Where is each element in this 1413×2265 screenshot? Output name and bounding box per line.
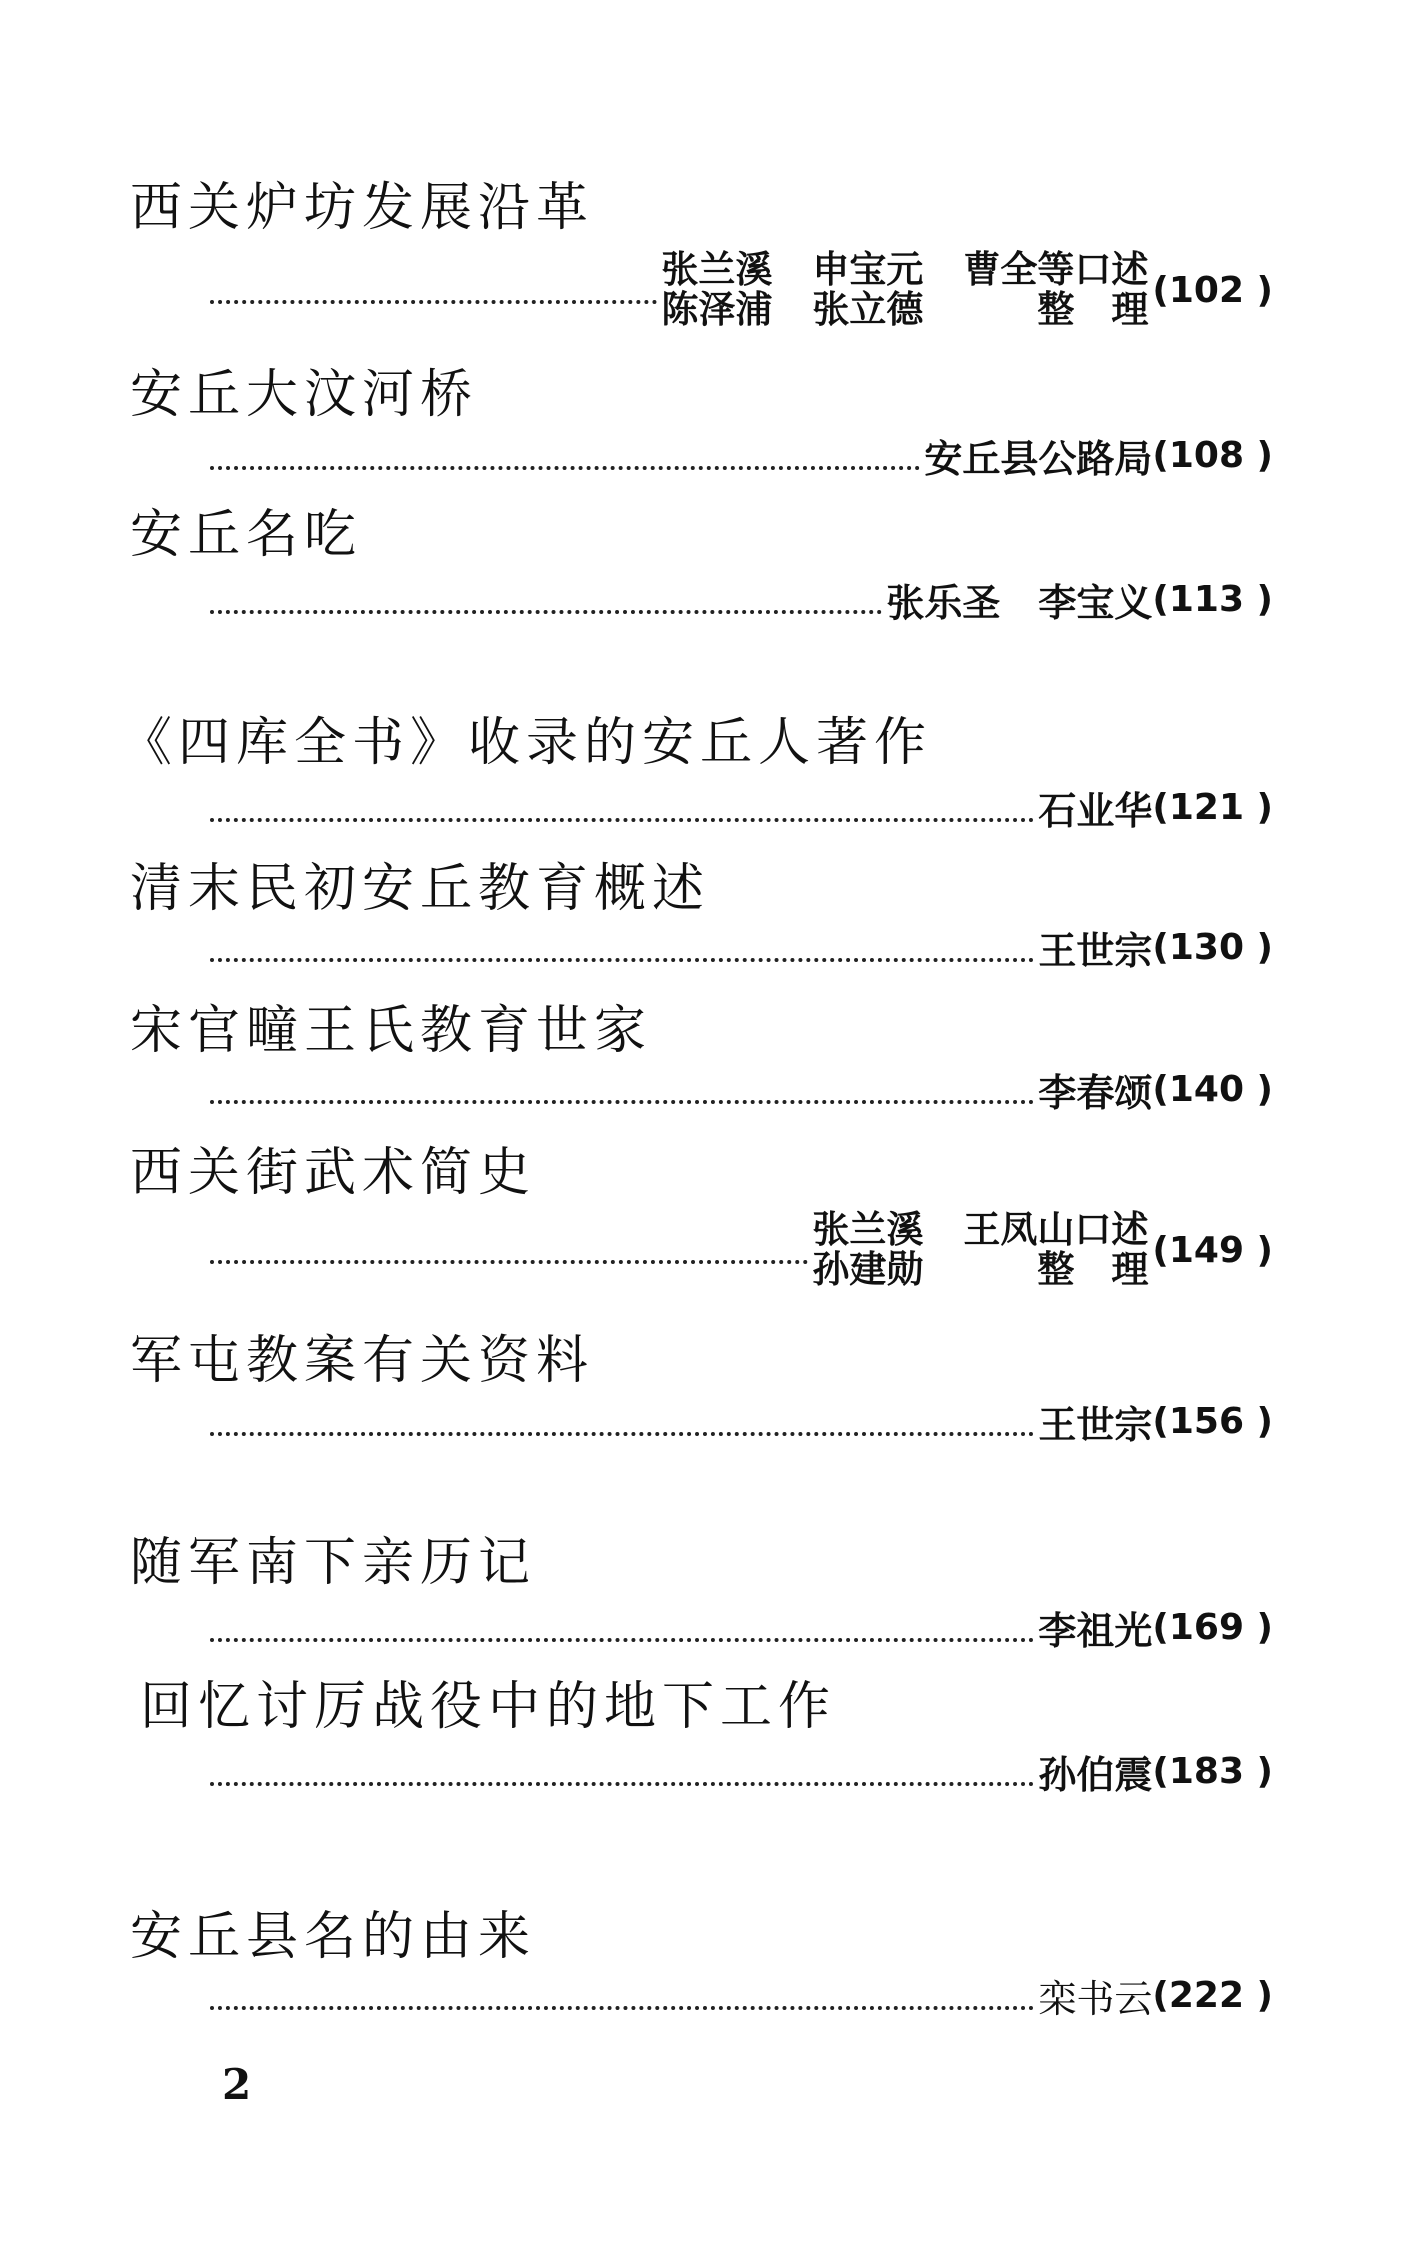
entry-page: (149 ): [1152, 1229, 1273, 1271]
dot-leader: [210, 958, 1034, 962]
author-name: 曹全等口述: [963, 248, 1149, 291]
author-name: 孙建勋: [812, 1248, 924, 1291]
dot-leader: [210, 1260, 808, 1264]
dot-leader: [210, 610, 882, 614]
entry-title: 回忆讨厉战役中的地下工作: [140, 1677, 837, 1737]
dot-leader: [210, 1100, 1034, 1104]
entry-title: 安丘县名的由来: [130, 1907, 537, 1967]
author-name: 张兰溪: [812, 1208, 924, 1251]
entry-author: 王世宗: [1038, 1403, 1153, 1447]
dot-leader: [210, 1432, 1034, 1436]
entry-leader-line: [210, 1394, 1273, 1449]
dot-leader: [210, 1782, 1034, 1786]
dot-leader: [210, 466, 920, 470]
entry-title: 《四库全书》收录的安丘人著作: [120, 713, 933, 773]
entry-page: (156 ): [1152, 1401, 1273, 1442]
author-name: 申宝元: [812, 248, 924, 291]
entry-title: 清末民初安丘教育概述: [130, 859, 711, 919]
entry-page: (222 ): [1152, 1975, 1273, 2016]
dot-leader: [210, 300, 657, 304]
entry-title: 军屯教案有关资料: [130, 1331, 595, 1391]
entry-leader-line: [210, 920, 1273, 975]
author-name: 张立德: [812, 288, 924, 331]
entry-leader-line: [210, 1210, 1273, 1290]
entry-page: (121 ): [1152, 787, 1273, 828]
entry-leader-line: [210, 572, 1273, 627]
entry-leader-line: [210, 1600, 1273, 1655]
entry-leader-line: [210, 1968, 1273, 2023]
entry-author: 张乐圣 李宝义: [886, 581, 1153, 625]
entry-authors: [812, 1210, 1148, 1290]
author-name: 陈泽浦: [661, 288, 773, 331]
entry-author: 李春颂: [1038, 1071, 1153, 1115]
entry-title: 安丘名吃: [130, 505, 363, 565]
entry-leader-line: [210, 1744, 1273, 1799]
entry-title: 宋官疃王氏教育世家: [130, 1001, 653, 1061]
page-number: 2: [222, 2060, 252, 2109]
entry-page: (113 ): [1152, 579, 1273, 620]
entry-leader-line: [210, 780, 1273, 835]
entry-title: 随军南下亲历记: [130, 1533, 537, 1593]
entry-leader-line: [210, 250, 1273, 330]
author-name: 王凤山口述: [963, 1208, 1149, 1251]
author-role: 整 理: [1037, 288, 1149, 331]
entry-page: (102 ): [1152, 269, 1273, 311]
entry-author: 栾书云: [1038, 1977, 1153, 2021]
entry-leader-line: [210, 428, 1273, 483]
entry-page: (130 ): [1152, 927, 1273, 968]
entry-title: 西关炉坊发展沿革: [130, 178, 595, 238]
entry-page: (183 ): [1152, 1751, 1273, 1792]
entry-author: 李祖光: [1038, 1609, 1153, 1653]
entry-page: (108 ): [1152, 435, 1273, 476]
entry-title: 安丘大汶河桥: [130, 365, 479, 425]
dot-leader: [210, 2006, 1034, 2010]
entry-author: 石业华: [1038, 789, 1153, 833]
author-name: 张兰溪: [661, 248, 773, 291]
entry-title: 西关街武术简史: [130, 1143, 537, 1203]
dot-leader: [210, 1638, 1034, 1642]
entry-page: (140 ): [1152, 1069, 1273, 1110]
dot-leader: [210, 818, 1034, 822]
entry-authors: [661, 250, 1148, 330]
entry-author: 孙伯震: [1038, 1753, 1153, 1797]
entry-author: 安丘县公路局: [924, 437, 1153, 481]
entry-page: (169 ): [1152, 1607, 1273, 1648]
author-role: 整 理: [1037, 1248, 1149, 1291]
entry-author: 王世宗: [1038, 929, 1153, 973]
entry-leader-line: [210, 1062, 1273, 1117]
